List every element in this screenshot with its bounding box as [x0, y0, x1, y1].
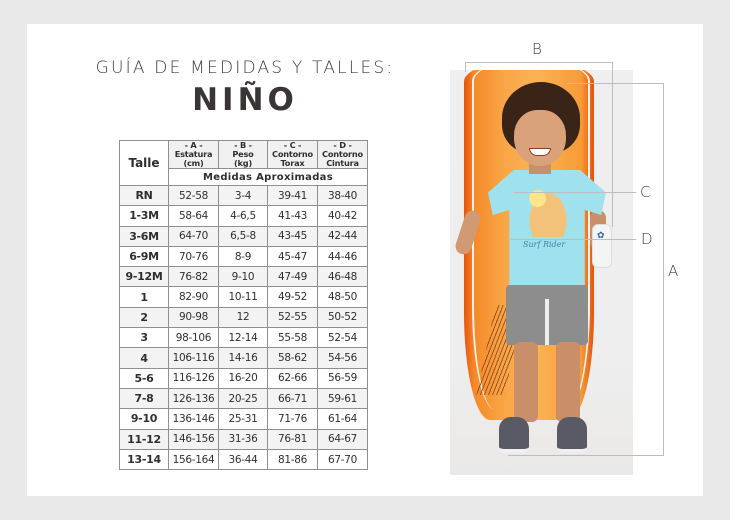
shorts — [506, 285, 588, 345]
measure-label-d: D — [641, 230, 653, 248]
measure-line-a-bottom — [508, 455, 664, 456]
waist-cell: 54-56 — [318, 348, 368, 368]
chest-cell: 58-62 — [268, 348, 318, 368]
measure-line-d — [511, 239, 636, 240]
face — [514, 110, 566, 166]
table-row — [120, 449, 368, 469]
waist-cell: 42-44 — [318, 226, 368, 246]
column-header-c — [268, 141, 318, 169]
height-cell: 70-76 — [169, 246, 219, 266]
table-row — [120, 388, 368, 408]
table-row — [120, 246, 368, 266]
weight-cell: 12-14 — [219, 328, 268, 348]
weight-cell: 36-44 — [219, 449, 268, 469]
weight-cell: 10-11 — [219, 287, 268, 307]
table-row — [120, 267, 368, 287]
approx-measures-label: Medidas Aproximadas — [169, 169, 368, 186]
chest-cell: 52-55 — [268, 307, 318, 327]
size-cell: 11-12 — [120, 429, 169, 449]
measure-line-b-left — [465, 62, 466, 72]
column-name: Peso — [232, 149, 254, 159]
guide-title: NIÑO — [192, 82, 298, 118]
height-cell: 126-136 — [169, 388, 219, 408]
shirt-print-text: Surf Rider — [523, 240, 566, 249]
column-name: Estatura — [174, 149, 213, 159]
column-letter: - C - — [283, 140, 302, 150]
column-header-d — [318, 141, 368, 169]
weight-cell: 3-4 — [219, 186, 268, 206]
height-cell: 136-146 — [169, 409, 219, 429]
weight-cell: 20-25 — [219, 388, 268, 408]
column-letter: - D - — [333, 140, 352, 150]
chest-cell: 81-86 — [268, 449, 318, 469]
height-cell: 106-116 — [169, 348, 219, 368]
size-table — [119, 140, 368, 470]
table-row — [120, 429, 368, 449]
size-cell: 3 — [120, 328, 169, 348]
size-cell: 13-14 — [120, 449, 169, 469]
column-unit: Torax — [280, 158, 305, 168]
guide-subtitle: GUÍA DE MEDIDAS Y TALLES: — [95, 58, 395, 78]
size-cell: 1-3M — [120, 206, 169, 226]
height-cell: 64-70 — [169, 226, 219, 246]
measure-line-b-top — [465, 62, 613, 63]
size-cell: 3-6M — [120, 226, 169, 246]
column-header-a — [169, 141, 219, 169]
right-leg — [556, 342, 580, 422]
weight-cell: 31-36 — [219, 429, 268, 449]
weight-cell: 12 — [219, 307, 268, 327]
size-cell: 2 — [120, 307, 169, 327]
model-photo — [450, 70, 633, 475]
right-shoe — [557, 417, 587, 453]
waist-cell: 40-42 — [318, 206, 368, 226]
chest-cell: 49-52 — [268, 287, 318, 307]
measure-line-b-right — [612, 62, 613, 227]
weight-cell: 25-31 — [219, 409, 268, 429]
column-unit: Cintura — [326, 158, 359, 168]
column-unit: (kg) — [234, 158, 252, 168]
weight-cell: 8-9 — [219, 246, 268, 266]
shirt-print — [522, 182, 574, 237]
height-cell: 116-126 — [169, 368, 219, 388]
column-header-b — [219, 141, 268, 169]
chest-cell: 76-81 — [268, 429, 318, 449]
waist-cell: 64-67 — [318, 429, 368, 449]
measure-label-c: C — [640, 183, 651, 201]
waist-cell: 44-46 — [318, 246, 368, 266]
measure-line-c — [513, 192, 636, 193]
size-cell: 1 — [120, 287, 169, 307]
size-cell: 4 — [120, 348, 169, 368]
table-row — [120, 206, 368, 226]
waist-cell: 56-59 — [318, 368, 368, 388]
measure-line-a-right — [663, 83, 664, 456]
column-name: Contorno — [322, 149, 363, 159]
table-row — [120, 368, 368, 388]
table-row — [120, 307, 368, 327]
chest-cell: 43-45 — [268, 226, 318, 246]
weight-cell: 4-6,5 — [219, 206, 268, 226]
height-cell: 76-82 — [169, 267, 219, 287]
height-cell: 58-64 — [169, 206, 219, 226]
size-cell: 9-10 — [120, 409, 169, 429]
chest-cell: 55-58 — [268, 328, 318, 348]
table-row — [120, 186, 368, 206]
chest-cell: 39-41 — [268, 186, 318, 206]
arm-cast — [592, 224, 612, 268]
measure-label-b: B — [532, 40, 542, 58]
chest-cell: 47-49 — [268, 267, 318, 287]
column-unit: (cm) — [183, 158, 204, 168]
waist-cell: 50-52 — [318, 307, 368, 327]
chest-cell: 45-47 — [268, 246, 318, 266]
waist-cell: 67-70 — [318, 449, 368, 469]
height-cell: 156-164 — [169, 449, 219, 469]
table-row — [120, 226, 368, 246]
chest-cell: 71-76 — [268, 409, 318, 429]
measure-line-a-top — [567, 83, 664, 84]
size-cell: RN — [120, 186, 169, 206]
chest-cell: 66-71 — [268, 388, 318, 408]
height-cell: 82-90 — [169, 287, 219, 307]
height-cell: 98-106 — [169, 328, 219, 348]
waist-cell: 61-64 — [318, 409, 368, 429]
column-name: Contorno — [272, 149, 313, 159]
chest-cell: 62-66 — [268, 368, 318, 388]
table-row — [120, 328, 368, 348]
size-column-header: Talle — [120, 141, 169, 186]
height-cell: 146-156 — [169, 429, 219, 449]
size-cell: 9-12M — [120, 267, 169, 287]
column-letter: - B - — [234, 140, 252, 150]
waist-cell: 38-40 — [318, 186, 368, 206]
weight-cell: 14-16 — [219, 348, 268, 368]
size-cell: 7-8 — [120, 388, 169, 408]
left-leg — [514, 342, 538, 422]
waist-cell: 48-50 — [318, 287, 368, 307]
waist-cell: 46-48 — [318, 267, 368, 287]
column-letter: - A - — [184, 140, 203, 150]
height-cell: 52-58 — [169, 186, 219, 206]
measure-label-a: A — [668, 262, 679, 280]
waist-cell: 59-61 — [318, 388, 368, 408]
waist-cell: 52-54 — [318, 328, 368, 348]
table-row — [120, 287, 368, 307]
left-shoe — [499, 417, 529, 453]
chest-cell: 41-43 — [268, 206, 318, 226]
table-row — [120, 409, 368, 429]
weight-cell: 9-10 — [219, 267, 268, 287]
weight-cell: 6,5-8 — [219, 226, 268, 246]
height-cell: 90-98 — [169, 307, 219, 327]
table-row — [120, 348, 368, 368]
size-cell: 5-6 — [120, 368, 169, 388]
weight-cell: 16-20 — [219, 368, 268, 388]
size-cell: 6-9M — [120, 246, 169, 266]
